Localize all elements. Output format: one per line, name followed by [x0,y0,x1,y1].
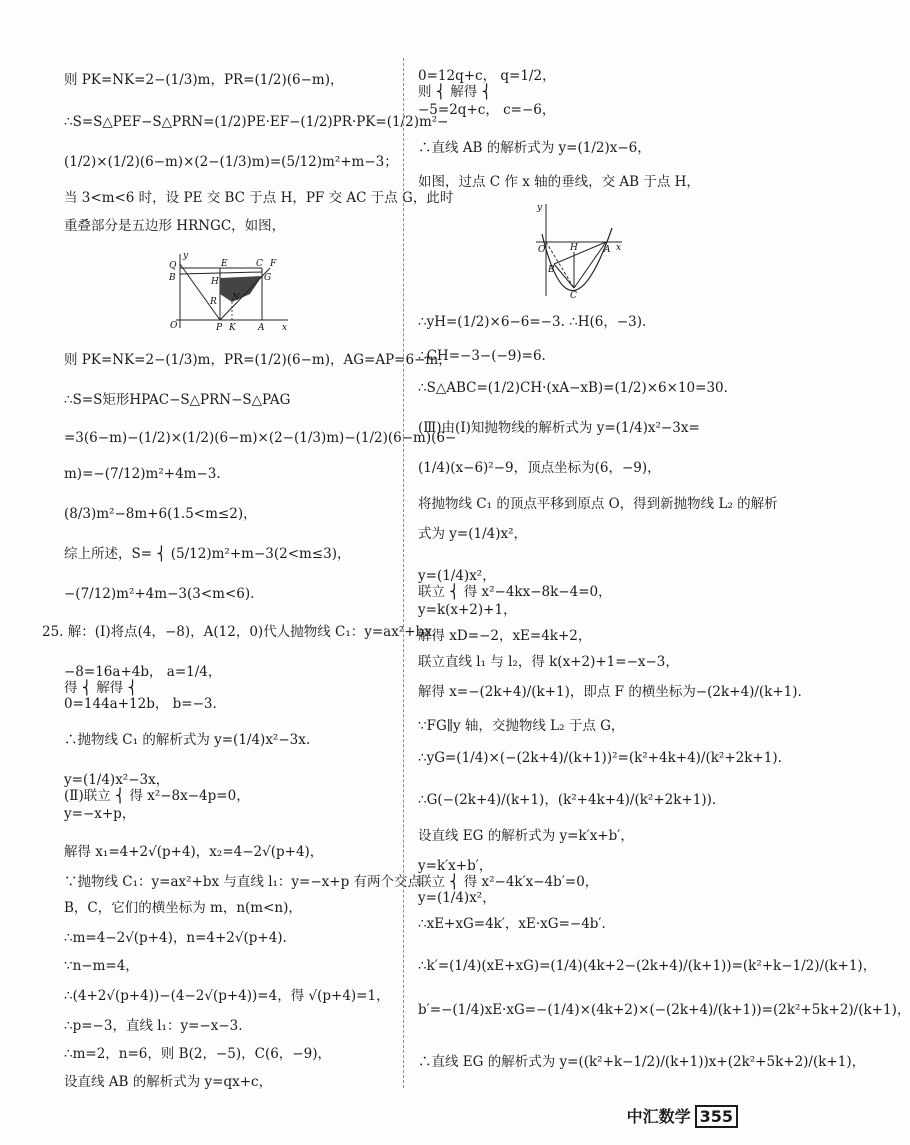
left-text-line: m)=−(7/12)m²+4m−3. [64,466,221,482]
fig1-label-R: R [210,297,217,307]
right-text-line: y=(1/4)x²， [418,890,496,906]
fig1-label-H: H [211,277,219,287]
left-text-line: 0=144a+12b， b=−3. [64,696,217,712]
right-text-line: ∴直线 EG 的解析式为 y=((k²+k−1/2)/(k+1))x+(2k²+5k+2)/(k+1)， [418,1054,866,1070]
right-text-line: ∴CH=−3−(−9)=6. [418,348,546,364]
fig1-label-P: P [216,323,223,333]
footer-brand: 中汇数学 [626,1107,691,1126]
fig1-label-B: B [169,273,176,283]
right-text-line: (Ⅲ)由(Ⅰ)知抛物线的解析式为 y=(1/4)x²−3x= [418,420,700,436]
left-text-line: 设直线 AB 的解析式为 y=qx+c， [64,1074,273,1090]
fig1-label-K: K [229,323,236,333]
left-text-line: (1/2)×(1/2)(6−m)×(2−(1/3)m)=(5/12)m²+m−3； [64,154,398,170]
left-text-line: (8/3)m²−8m+6(1.5<m≤2)， [64,506,257,522]
right-text-line: 0=12q+c， q=1/2， [418,68,556,84]
right-text-line: b′=−(1/4)xE·xG=−(1/4)×(4k+2)×(−(2k+4)/(k+1))=(2k²+5k+2)/(k+1)， [418,1002,910,1018]
left-text-line: ∴m=2，n=6，则 B(2，−5)，C(6，−9)， [64,1046,331,1062]
fig1-label-N: N [232,293,240,303]
right-text-line: ∴xE+xG=4k′，xE·xG=−4b′. [418,916,606,932]
left-text-line: y=−x+p， [64,806,136,822]
left-text-line: ∴S=S矩形HPAC−S△PRN−S△PAG [64,392,291,408]
fig1-label-C: C [256,259,263,269]
fig1-label-y: y [183,251,189,261]
fig2-label-B: B [548,265,555,275]
fig1-label-O: O [170,321,178,331]
fig2-label-H: H [570,243,578,253]
fig1-label-F: F [270,259,277,269]
figure-parabola-triangle [532,200,628,300]
fig2-label-x: x [616,243,622,253]
page-footer [627,1104,738,1127]
left-text-line: −8=16a+4b， a=1/4， [64,664,222,680]
left-text-line: ∵抛物线 C₁：y=ax²+bx 与直线 l₁：y=−x+p 有两个交点 [64,874,422,890]
fig1-label-E: E [221,259,228,269]
right-text-line: 如图，过点 C 作 x 轴的垂线，交 AB 于点 H， [418,174,700,190]
right-text-line: ∴yH=(1/2)×6−6=−3. ∴H(6，−3). [418,314,647,330]
left-text-line: =3(6−m)−(1/2)×(1/2)(6−m)×(2−(1/3)m)−(1/2)(6−m)(6− [64,430,457,446]
right-text-line: 联立 ⎨ 得 x²−4k′x−4b′=0， [418,874,599,890]
left-text-line: 重叠部分是五边形 HRNGC，如图， [64,218,286,234]
left-text-line: 则 PK=NK=2−(1/3)m，PR=(1/2)(6−m)， [64,72,344,88]
left-text-line: −(7/12)m²+4m−3(3<m<6). [64,586,255,602]
fig2-label-A: A [604,245,611,255]
right-text-line: 联立 ⎨ 得 x²−4kx−8k−4=0， [418,584,612,600]
left-text-line: 综上所述，S= ⎨ (5/12)m²+m−3(2<m≤3)， [64,546,351,562]
right-text-line: ∴k′=(1/4)(xE+xG)=(1/4)(4k+2−(2k+4)/(k+1))=(k²+k−1/2)/(k+1)， [418,958,877,974]
left-text-line: ∴(4+2√(p+4))−(4−2√(p+4))=4，得 √(p+4)=1， [64,988,390,1004]
right-text-line: 设直线 EG 的解析式为 y=k′x+b′， [418,828,634,844]
page-number: 355 [695,1105,738,1128]
right-text-line: 解得 x=−(2k+4)/(k+1)，即点 F 的横坐标为−(2k+4)/(k+1). [418,684,802,700]
left-text-line: B，C，它们的横坐标为 m，n(m<n)， [64,900,302,916]
left-text-line: ∴m=4−2√(p+4)，n=4+2√(p+4). [64,930,287,946]
right-text-line: 解得 xD=−2，xE=4k+2， [418,628,592,644]
right-text-line: 将抛物线 C₁ 的顶点平移到原点 O，得到新抛物线 L₂ 的解析 [418,496,778,512]
right-text-line: y=k(x+2)+1， [418,602,517,618]
left-text-line: y=(1/4)x²−3x， [64,772,170,788]
left-text-line: ∵n−m=4， [64,958,139,974]
right-text-line: ∴S△ABC=(1/2)CH·(xA−xB)=(1/2)×6×10=30. [418,380,728,396]
left-text-line: 当 3<m<6 时，设 PE 交 BC 于点 H，PF 交 AC 于点 G，此时 [64,190,454,206]
right-text-line: −5=2q+c， c=−6， [418,102,556,118]
fig2-label-O: O [538,245,546,255]
right-text-line: 联立直线 l₁ 与 l₂，得 k(x+2)+1=−x−3， [418,654,679,670]
figure-pentagon-overlap [166,250,296,332]
right-text-line: ∴G(−(2k+4)/(k+1)，(k²+4k+4)/(k²+2k+1)). [418,792,717,808]
left-text-line: ∴p=−3，直线 l₁：y=−x−3. [64,1018,243,1034]
right-text-line: ∵FG∥y 轴，交抛物线 L₂ 于点 G， [418,718,625,734]
left-text-line: ∴S=S△PEF−S△PRN=(1/2)PE·EF−(1/2)PR·PK=(1/2)m²− [64,114,449,130]
left-text-line: 则 PK=NK=2−(1/3)m，PR=(1/2)(6−m)，AG=AP=6−m， [64,352,452,368]
left-text-line: (Ⅱ)联立 ⎨ 得 x²−8x−4p=0， [64,788,250,804]
problem-25-heading: 25. 解：(Ⅰ)将点(4，−8)，A(12，0)代人抛物线 C₁：y=ax²+bx， [42,624,446,640]
right-text-line: 则 ⎨ 解得 ⎨ [418,84,492,100]
left-text-line: 得 ⎨ 解得 ⎨ [64,680,138,696]
left-text-line: ∴抛物线 C₁ 的解析式为 y=(1/4)x²−3x. [64,732,311,748]
right-text-line: ∴yG=(1/4)×(−(2k+4)/(k+1))²=(k²+4k+4)/(k²+2k+1). [418,750,782,766]
right-text-line: 式为 y=(1/4)x²， [418,526,528,542]
right-text-line: y=(1/4)x²， [418,568,496,584]
fig1-label-G: G [264,273,272,283]
right-text-line: (1/4)(x−6)²−9，顶点坐标为(6，−9)， [418,460,661,476]
column-divider [403,58,404,1088]
right-text-line: ∴直线 AB 的解析式为 y=(1/2)x−6， [418,140,651,156]
fig2-label-C: C [570,291,577,301]
left-text-line: 解得 x₁=4+2√(p+4)，x₂=4−2√(p+4)， [64,844,324,860]
right-text-line: y=k′x+b′， [418,858,493,874]
fig1-label-x: x [282,323,288,333]
fig1-label-A: A [258,323,265,333]
fig2-label-y: y [537,203,543,213]
fig1-label-Q: Q [169,261,177,271]
